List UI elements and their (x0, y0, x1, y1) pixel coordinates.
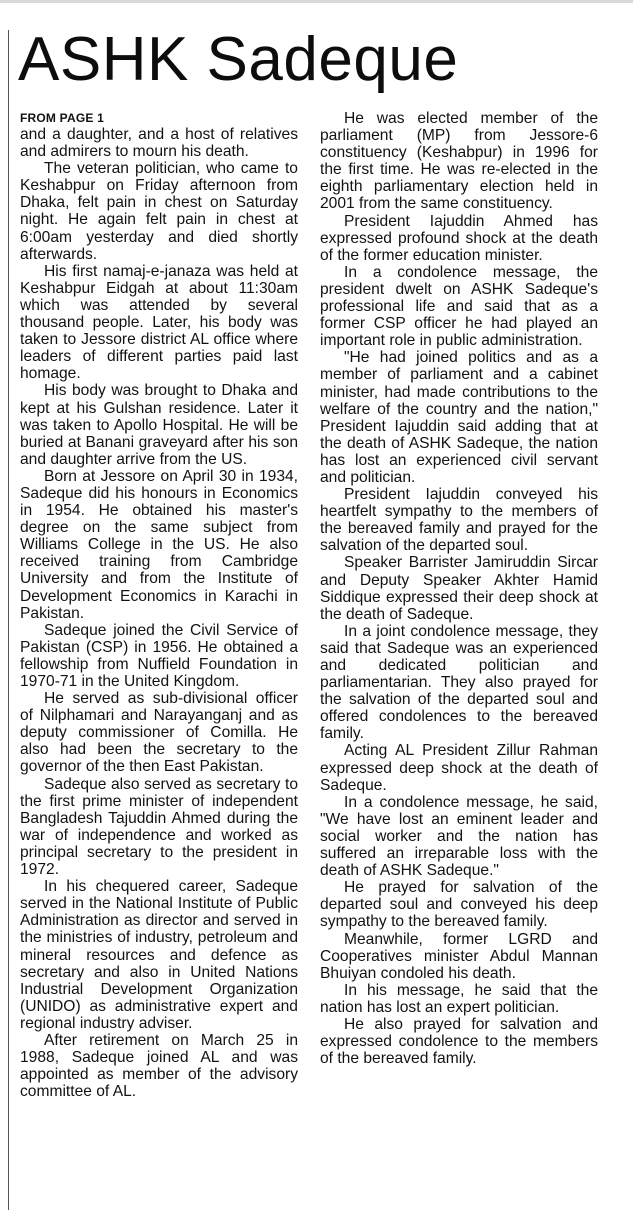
article-paragraph: He served as sub-divisional officer of Nilphamari and Narayanganj and as deputy commissioner of Comilla. He also had been the secretary to the governor of the then East Pakistan. (20, 690, 298, 776)
article-paragraph: President Iajuddin Ahmed has expressed profound shock at the death of the former education minister. (320, 212, 598, 264)
article-paragraph: Born at Jessore on April 30 in 1934, Sadeque did his honours in Economics in 1954. He obtained his master's degree on the same subject from Williams College in the US. He also received training from Cambridge University and from the Institute of Development Economics in Karachi in Pakistan. (20, 467, 298, 622)
article-column-left (20, 112, 298, 1217)
article-paragraph: Sadeque joined the Civil Service of Pakistan (CSP) in 1956. He obtained a fellowship from Nuffield Foundation in 1970-71 in the United Kingdom. (20, 621, 298, 690)
article-paragraph: In a condolence message, the president dwelt on ASHK Sadeque's professional life and said that as a former CSP officer he had played an important role in public administration. (320, 263, 598, 350)
article-paragraph: Acting AL President Zillur Rahman expressed deep shock at the death of Sadeque. (320, 742, 598, 794)
left-column-rule (8, 30, 9, 1210)
article-paragraph: Sadeque also served as secretary to the first prime minister of independent Bangladesh Tajuddin Ahmed during the war of independence and worked as principal secretary to the president in 1972. (20, 775, 298, 879)
article-paragraph: In his message, he said that the nation has lost an expert politician. (320, 981, 598, 1016)
article-headline: ASHK Sadeque (18, 25, 459, 94)
article-paragraph: He prayed for salvation of the departed soul and conveyed his deep sympathy to the bereaved family. (320, 879, 598, 931)
article-paragraph: In a joint condolence message, they said that Sadeque was an experienced and dedicated politician and parliamentarian. They also prayed for the salvation of the departed soul and offered condolences to the bereaved family. (320, 622, 598, 743)
article-paragraph: He also prayed for salvation and expressed condolence to the members of the bereaved family. (320, 1015, 598, 1068)
article-paragraph: He was elected member of the parliament (MP) from Jessore-6 constituency (Keshabpur) in 1996 for the first time. He was re-elected in the eighth parliamentary election held in 2001 from the same constituency. (320, 110, 598, 213)
article-paragraph: The veteran politician, who came to Keshabpur on Friday afternoon from Dhaka, felt pain in chest on Saturday night. He again felt pain in chest at 6:00am yesterday and died shortly afterwards. (20, 160, 298, 263)
article-paragraph: President Iajuddin conveyed his heartfelt sympathy to the members of the bereaved family and prayed for the salvation of the departed soul. (320, 486, 598, 555)
article-paragraph: "He had joined politics and as a member of parliament and a cabinet minister, had made contributions to the welfare of the country and the nation," President Iajuddin said adding that at the death of ASHK Sadeque, the nation has lost an experienced civil servant and politician. (320, 349, 598, 486)
article-paragraph: Meanwhile, former LGRD and Cooperatives minister Abdul Mannan Bhuiyan condoled his death. (320, 930, 598, 982)
article-paragraph: and a daughter, and a host of relatives and admirers to mourn his death. (20, 126, 298, 161)
top-border-rule (0, 0, 633, 3)
article-paragraph: In his chequered career, Sadeque served in the National Institute of Public Administration as director and served in the ministries of industry, petroleum and mineral resources and defence as secretary and also in United Nations Industrial Development Organization (UNIDO) as administrative expert and regional industry adviser. (20, 878, 298, 1032)
article-paragraph: His first namaj-e-janaza was held at Keshabpur Eidgah at about 11:30am which was attended by several thousand people. Later, his body was taken to Jessore district AL office where leaders of different parties paid last homage. (20, 262, 298, 383)
article-paragraph: Speaker Barrister Jamiruddin Sircar and Deputy Speaker Akhter Hamid Siddique expressed their deep shock at the death of Sadeque. (320, 554, 598, 623)
article-paragraph: After retirement on March 25 in 1988, Sadeque joined AL and was appointed as member of the advisory committee of AL. (20, 1031, 298, 1101)
article-paragraph: In a condolence message, he said, "We have lost an eminent leader and social worker and the nation has suffered an irreparable loss with the death of ASHK Sadeque." (320, 793, 598, 880)
continuation-kicker: FROM PAGE 1 (20, 112, 104, 125)
article-paragraph: His body was brought to Dhaka and kept at his Gulshan residence. Later it was taken to Apollo Hospital. He will be buried at Banani graveyard after his son and daughter arrive from the US. (20, 382, 298, 468)
article-column-right (320, 110, 598, 1215)
